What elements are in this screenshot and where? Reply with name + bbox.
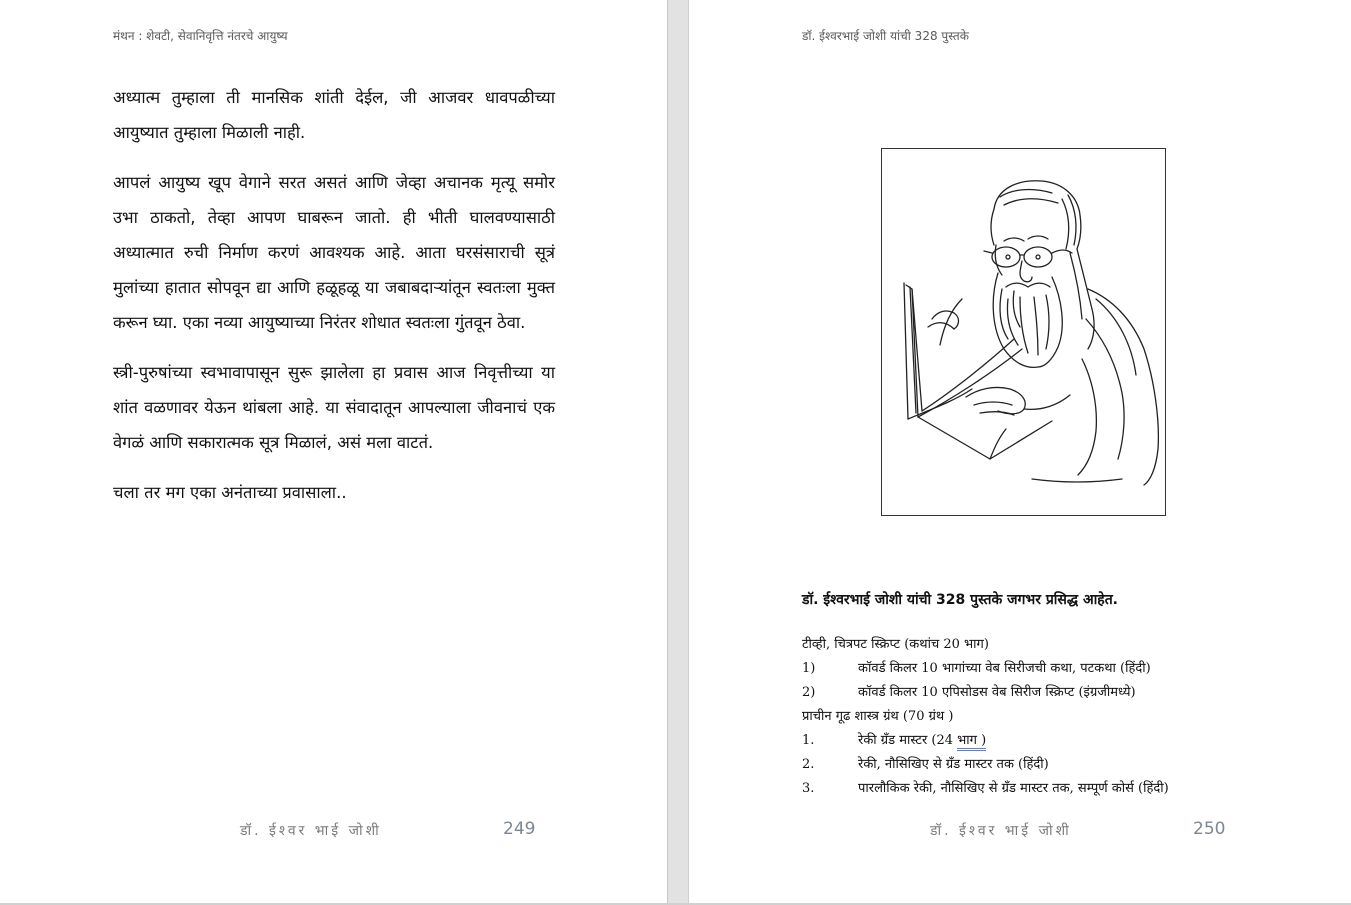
list-item — [802, 657, 1342, 681]
section-heading — [802, 705, 1342, 729]
list-item-text-part: रेकी ग्रँड मास्टर (24 — [858, 733, 958, 748]
list-item-number: 2) — [802, 685, 816, 700]
list-item — [802, 753, 1342, 777]
book-list — [802, 633, 1342, 801]
paragraph: आपलं आयुष्य खूप वेगाने सरत असतं आणि जेव्हा अचानक मृत्यू समोर उभा ठाकतो, तेव्हा आपण घाबरून जातो. ही भीती घालवण्यासाठी अध्यात्मात रुची निर्माण करणं आवश्यक आहे. आता घरसंसाराची सूत्रं मुलांच्या हातात सोपवून द्या आणि हळूहळू या जबाबदाऱ्यांतून स्वतःला मुक्त करून घ्या. एका नव्या आयुष्याच्या निरंतर शोधात स्वतःला गुंतवून ठेवा. — [113, 173, 555, 332]
paragraph: चला तर मग एका अनंताच्या प्रवासाला.. — [113, 483, 347, 502]
body-text — [113, 80, 555, 525]
list-item-number: 2. — [802, 757, 815, 772]
section-heading — [802, 633, 1342, 657]
sage-reading-book-illustration — [882, 149, 1165, 515]
list-item-number: 1) — [802, 661, 816, 676]
list-title: डॉ. ईश्वरभाई जोशी यांची 328 पुस्तके जगभर प्रसिद्ध आहेत. — [802, 592, 1118, 608]
running-header: डॉ. ईश्वरभाई जोशी यांची 328 पुस्तके — [802, 29, 969, 43]
page-gap — [667, 0, 689, 905]
page-number: 250 — [1193, 819, 1226, 839]
spellcheck-underline: भाग ) — [957, 733, 986, 751]
page-number: 249 — [503, 819, 536, 839]
list-item-text: कॉवर्ड किलर 10 एपिसोडस वेब सिरीज स्क्रिप्ट (इंग्रजीमध्ये) — [858, 685, 1136, 700]
footer-author: डॉ. ईश्वर भाई जोशी — [930, 823, 1072, 839]
running-header: मंथन : शेवटी, सेवानिवृत्ति नंतरचे आयुष्य — [113, 29, 288, 43]
list-item — [802, 777, 1342, 801]
right-page — [689, 0, 1351, 903]
page-edge — [667, 0, 668, 905]
paragraph: स्त्री-पुरुषांच्या स्वभावापासून सुरू झालेला हा प्रवास आज निवृत्तीच्या या शांत वळणावर येऊन थांबला आहे. या संवादातून आपल्याला जीवनाचं एक वेगळं आणि सकारात्मक सूत्र मिळालं, असं मला वाटतं. — [113, 363, 555, 452]
list-item — [802, 681, 1342, 705]
footer-author: डॉ. ईश्वर भाई जोशी — [240, 823, 382, 839]
list-item-text: रेकी, नौसिखिए से ग्रँड मास्टर तक (हिंदी) — [858, 757, 1049, 772]
section-heading-text: प्राचीन गूढ शास्त्र ग्रंथ (70 ग्रंथ ) — [802, 709, 954, 724]
author-illustration — [881, 148, 1166, 516]
list-item-number: 1. — [802, 733, 815, 748]
section-heading-text: टीव्ही, चित्रपट स्क्रिप्ट (कथांच 20 भाग) — [802, 637, 989, 652]
list-item-text: पारलौकिक रेकी, नौसिखिए से ग्रँड मास्टर तक, सम्पूर्ण कोर्स (हिंदी) — [858, 781, 1169, 796]
list-item-text: कॉवर्ड किलर 10 भागांच्या वेब सिरीजची कथा, पटकथा (हिंदी) — [858, 661, 1151, 676]
list-item-number: 3. — [802, 781, 815, 796]
list-item-text — [858, 729, 986, 753]
paragraph: अध्यात्म तुम्हाला ती मानसिक शांती देईल, जी आजवर धावपळीच्या आयुष्यात तुम्हाला मिळाली नाही. — [113, 88, 555, 142]
left-page — [0, 0, 667, 903]
list-item — [802, 729, 1342, 753]
